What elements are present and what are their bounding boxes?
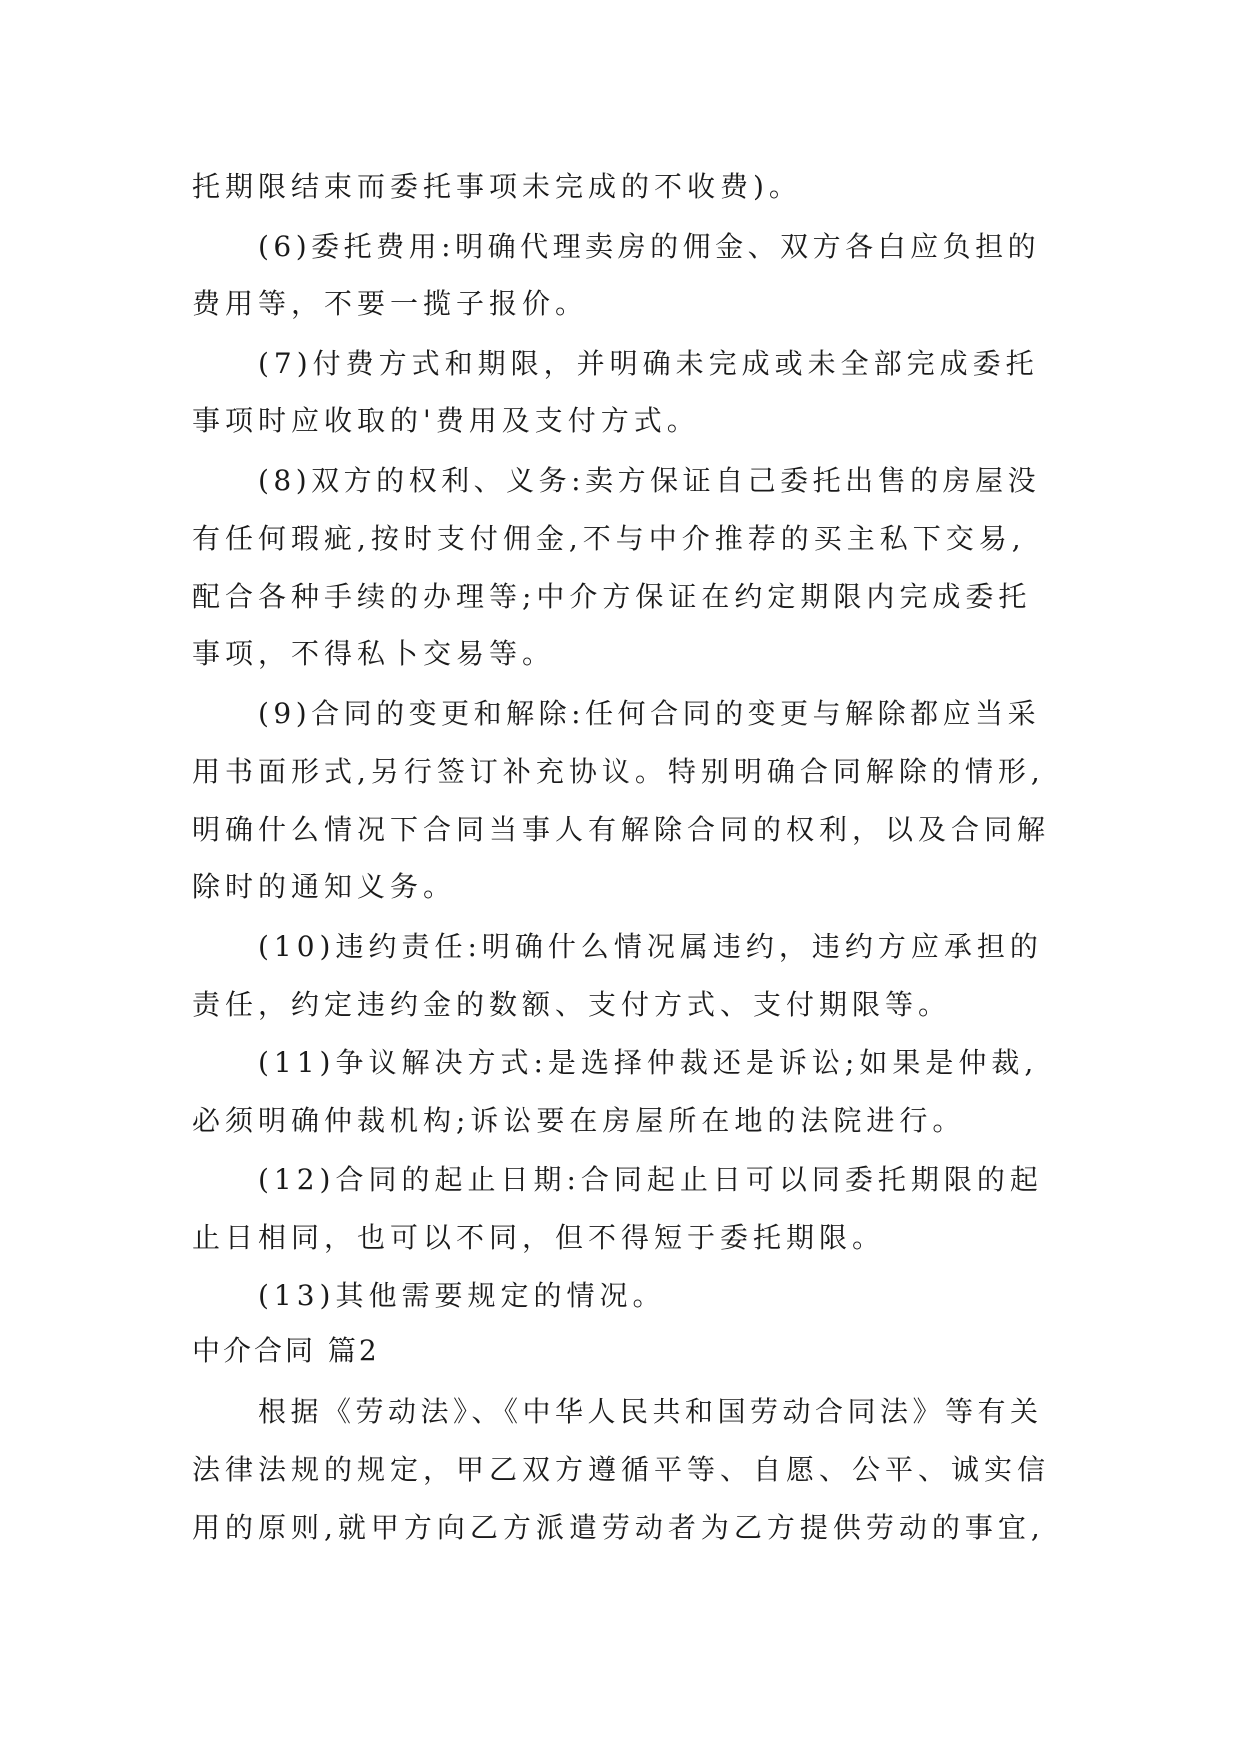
text-line: 责任，约定违约金的数额、支付方式、支付期限等。	[192, 988, 952, 1021]
text-line: (6)委托费用:明确代理卖房的佣金、双方各白应负担的	[258, 230, 1041, 263]
text-line: 根据《劳动法》、《中华人民共和国劳动合同法》等有关	[258, 1395, 1043, 1428]
text-line: 事项，不得私卜交易等。	[192, 637, 556, 670]
text-line: (13)其他需要规定的情况。	[258, 1279, 666, 1312]
text-line: 有任何瑕疵,按时支付佣金,不与中介推荐的买主私下交易,	[192, 522, 1026, 555]
text-line: (9)合同的变更和解除:任何合同的变更与解除都应当采	[258, 697, 1041, 730]
text-line: (10)违约责任:明确什么情况属违约，违约方应承担的	[258, 930, 1043, 963]
text-line: 用的原则,就甲方向乙方派遣劳动者为乙方提供劳动的事宜,	[192, 1511, 1045, 1544]
text-line: (11)争议解决方式:是选择仲裁还是诉讼;如果是仲裁,	[258, 1046, 1039, 1079]
text-line: 明确什么情况下合同当事人有解除合同的权利，以及合同解	[192, 813, 1051, 846]
text-line: 除时的通知义务。	[192, 870, 457, 903]
text-line: 事项时应收取的'费用及支付方式。	[192, 404, 700, 437]
text-line: (7)付费方式和期限，并明确未完成或未全部完成委托	[258, 347, 1039, 380]
text-line: 用书面形式,另行签订补充协议。特别明确合同解除的情形,	[192, 755, 1045, 788]
text-line: (8)双方的权利、义务:卖方保证自己委托出售的房屋没	[258, 464, 1041, 497]
text-line: 托期限结束而委托事项未完成的不收费)。	[192, 170, 802, 203]
text-line: (12)合同的起止日期:合同起止日可以同委托期限的起	[258, 1163, 1043, 1196]
section-heading: 中介合同 篇2	[192, 1334, 380, 1367]
text-line: 费用等，不要一揽子报价。	[192, 287, 589, 320]
text-line: 配合各种手续的办理等;中介方保证在约定期限内完成委托	[192, 580, 1032, 613]
text-line: 止日相同，也可以不同，但不得短于委托期限。	[192, 1221, 886, 1254]
text-line: 法律法规的规定，甲乙双方遵循平等、自愿、公平、诚实信	[192, 1453, 1051, 1486]
text-line: 必须明确仲裁机构;诉讼要在房屋所在地的法院进行。	[192, 1104, 966, 1137]
